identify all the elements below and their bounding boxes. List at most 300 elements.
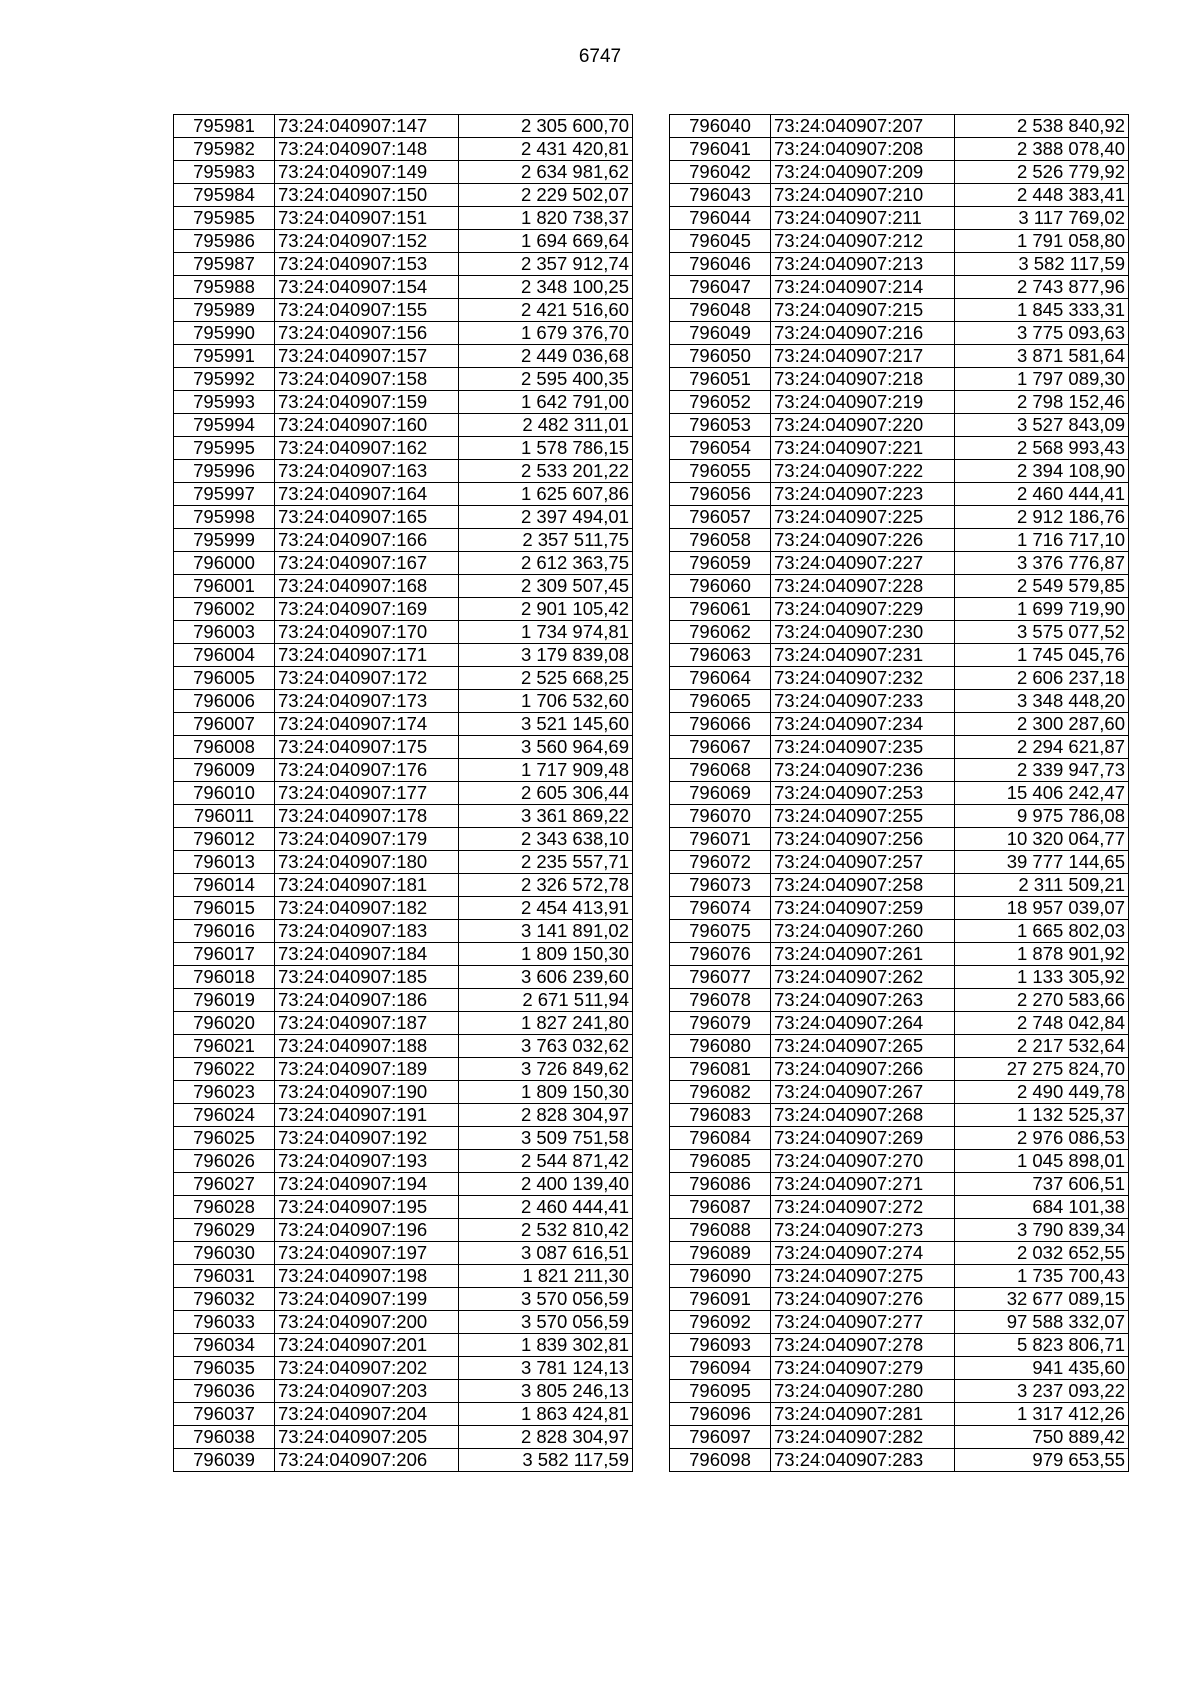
value-cell: 2 828 304,97 bbox=[459, 1426, 633, 1449]
value-cell: 737 606,51 bbox=[955, 1173, 1129, 1196]
row-number-cell: 796000 bbox=[174, 552, 275, 575]
cadastral-number-cell: 73:24:040907:225 bbox=[771, 506, 955, 529]
value-cell: 3 237 093,22 bbox=[955, 1380, 1129, 1403]
row-number-cell: 796061 bbox=[670, 598, 771, 621]
table-row bbox=[670, 1311, 1129, 1334]
row-number-cell: 796079 bbox=[670, 1012, 771, 1035]
table-row bbox=[174, 1127, 633, 1150]
value-cell: 2 217 532,64 bbox=[955, 1035, 1129, 1058]
cadastral-number-cell: 73:24:040907:193 bbox=[275, 1150, 459, 1173]
row-number-cell: 796010 bbox=[174, 782, 275, 805]
table-row bbox=[174, 1081, 633, 1104]
row-number-cell: 796031 bbox=[174, 1265, 275, 1288]
table-row bbox=[670, 391, 1129, 414]
table-row bbox=[174, 1242, 633, 1265]
table-row bbox=[174, 805, 633, 828]
table-row bbox=[670, 1288, 1129, 1311]
cadastral-number-cell: 73:24:040907:171 bbox=[275, 644, 459, 667]
cadastral-number-cell: 73:24:040907:177 bbox=[275, 782, 459, 805]
row-number-cell: 796075 bbox=[670, 920, 771, 943]
row-number-cell: 796098 bbox=[670, 1449, 771, 1472]
table-row bbox=[174, 966, 633, 989]
value-cell: 2 976 086,53 bbox=[955, 1127, 1129, 1150]
cadastral-number-cell: 73:24:040907:167 bbox=[275, 552, 459, 575]
row-number-cell: 795983 bbox=[174, 161, 275, 184]
table-row bbox=[670, 598, 1129, 621]
value-cell: 3 361 869,22 bbox=[459, 805, 633, 828]
cadastral-number-cell: 73:24:040907:213 bbox=[771, 253, 955, 276]
table-row bbox=[174, 736, 633, 759]
table-row bbox=[670, 736, 1129, 759]
row-number-cell: 796083 bbox=[670, 1104, 771, 1127]
table-row bbox=[174, 943, 633, 966]
value-cell: 3 790 839,34 bbox=[955, 1219, 1129, 1242]
table-row bbox=[174, 690, 633, 713]
cadastral-number-cell: 73:24:040907:191 bbox=[275, 1104, 459, 1127]
table-row bbox=[670, 920, 1129, 943]
value-cell: 2 532 810,42 bbox=[459, 1219, 633, 1242]
value-cell: 1 821 211,30 bbox=[459, 1265, 633, 1288]
cadastral-number-cell: 73:24:040907:164 bbox=[275, 483, 459, 506]
table-row bbox=[670, 989, 1129, 1012]
cadastral-number-cell: 73:24:040907:202 bbox=[275, 1357, 459, 1380]
value-cell: 2 671 511,94 bbox=[459, 989, 633, 1012]
cadastral-number-cell: 73:24:040907:272 bbox=[771, 1196, 955, 1219]
cadastral-number-cell: 73:24:040907:222 bbox=[771, 460, 955, 483]
table-row bbox=[174, 897, 633, 920]
cadastral-number-cell: 73:24:040907:152 bbox=[275, 230, 459, 253]
row-number-cell: 796018 bbox=[174, 966, 275, 989]
row-number-cell: 796034 bbox=[174, 1334, 275, 1357]
cadastral-number-cell: 73:24:040907:195 bbox=[275, 1196, 459, 1219]
value-cell: 39 777 144,65 bbox=[955, 851, 1129, 874]
value-cell: 2 538 840,92 bbox=[955, 115, 1129, 138]
value-cell: 2 912 186,76 bbox=[955, 506, 1129, 529]
value-cell: 1 694 669,64 bbox=[459, 230, 633, 253]
row-number-cell: 795991 bbox=[174, 345, 275, 368]
value-cell: 2 490 449,78 bbox=[955, 1081, 1129, 1104]
row-number-cell: 795995 bbox=[174, 437, 275, 460]
value-cell: 2 595 400,35 bbox=[459, 368, 633, 391]
table-row bbox=[174, 138, 633, 161]
table-row bbox=[174, 368, 633, 391]
table-row bbox=[670, 1242, 1129, 1265]
table-row bbox=[174, 713, 633, 736]
row-number-cell: 796095 bbox=[670, 1380, 771, 1403]
cadastral-number-cell: 73:24:040907:257 bbox=[771, 851, 955, 874]
cadastral-number-cell: 73:24:040907:264 bbox=[771, 1012, 955, 1035]
cadastral-number-cell: 73:24:040907:147 bbox=[275, 115, 459, 138]
table-row bbox=[670, 1403, 1129, 1426]
value-cell: 3 582 117,59 bbox=[955, 253, 1129, 276]
cadastral-number-cell: 73:24:040907:188 bbox=[275, 1035, 459, 1058]
cadastral-number-cell: 73:24:040907:159 bbox=[275, 391, 459, 414]
row-number-cell: 796051 bbox=[670, 368, 771, 391]
table-row bbox=[174, 828, 633, 851]
value-cell: 2 388 078,40 bbox=[955, 138, 1129, 161]
value-cell: 2 533 201,22 bbox=[459, 460, 633, 483]
value-cell: 3 570 056,59 bbox=[459, 1311, 633, 1334]
value-cell: 10 320 064,77 bbox=[955, 828, 1129, 851]
row-number-cell: 796062 bbox=[670, 621, 771, 644]
cadastral-number-cell: 73:24:040907:156 bbox=[275, 322, 459, 345]
value-cell: 2 460 444,41 bbox=[955, 483, 1129, 506]
table-row bbox=[670, 1104, 1129, 1127]
row-number-cell: 796011 bbox=[174, 805, 275, 828]
cadastral-number-cell: 73:24:040907:221 bbox=[771, 437, 955, 460]
value-cell: 2 357 912,74 bbox=[459, 253, 633, 276]
table-row bbox=[174, 1219, 633, 1242]
cadastral-number-cell: 73:24:040907:219 bbox=[771, 391, 955, 414]
value-cell: 2 634 981,62 bbox=[459, 161, 633, 184]
row-number-cell: 796077 bbox=[670, 966, 771, 989]
table-row bbox=[670, 1058, 1129, 1081]
cadastral-number-cell: 73:24:040907:210 bbox=[771, 184, 955, 207]
value-cell: 2 449 036,68 bbox=[459, 345, 633, 368]
value-cell: 2 568 993,43 bbox=[955, 437, 1129, 460]
table-row bbox=[174, 1334, 633, 1357]
value-cell: 2 309 507,45 bbox=[459, 575, 633, 598]
table-row bbox=[670, 1357, 1129, 1380]
table-row bbox=[670, 690, 1129, 713]
table-row bbox=[174, 1035, 633, 1058]
row-number-cell: 796042 bbox=[670, 161, 771, 184]
value-cell: 1 133 305,92 bbox=[955, 966, 1129, 989]
table-row bbox=[174, 460, 633, 483]
value-cell: 3 117 769,02 bbox=[955, 207, 1129, 230]
cadastral-number-cell: 73:24:040907:253 bbox=[771, 782, 955, 805]
value-cell: 1 809 150,30 bbox=[459, 943, 633, 966]
table-row bbox=[174, 207, 633, 230]
value-cell: 3 376 776,87 bbox=[955, 552, 1129, 575]
cadastral-number-cell: 73:24:040907:197 bbox=[275, 1242, 459, 1265]
table-row bbox=[174, 1150, 633, 1173]
value-cell: 3 726 849,62 bbox=[459, 1058, 633, 1081]
table-row bbox=[174, 414, 633, 437]
value-cell: 1 845 333,31 bbox=[955, 299, 1129, 322]
value-cell: 941 435,60 bbox=[955, 1357, 1129, 1380]
row-number-cell: 796060 bbox=[670, 575, 771, 598]
table-row bbox=[670, 161, 1129, 184]
row-number-cell: 796055 bbox=[670, 460, 771, 483]
table-row bbox=[174, 1265, 633, 1288]
table-row bbox=[174, 437, 633, 460]
row-number-cell: 796092 bbox=[670, 1311, 771, 1334]
table-row bbox=[174, 667, 633, 690]
cadastral-number-cell: 73:24:040907:218 bbox=[771, 368, 955, 391]
cadastral-number-cell: 73:24:040907:169 bbox=[275, 598, 459, 621]
table-row bbox=[670, 782, 1129, 805]
value-cell: 3 560 964,69 bbox=[459, 736, 633, 759]
value-cell: 2 612 363,75 bbox=[459, 552, 633, 575]
row-number-cell: 796065 bbox=[670, 690, 771, 713]
row-number-cell: 796021 bbox=[174, 1035, 275, 1058]
row-number-cell: 796088 bbox=[670, 1219, 771, 1242]
value-cell: 2 300 287,60 bbox=[955, 713, 1129, 736]
table-row bbox=[670, 828, 1129, 851]
cadastral-number-cell: 73:24:040907:151 bbox=[275, 207, 459, 230]
row-number-cell: 796005 bbox=[174, 667, 275, 690]
row-number-cell: 796017 bbox=[174, 943, 275, 966]
cadastral-number-cell: 73:24:040907:258 bbox=[771, 874, 955, 897]
row-number-cell: 796024 bbox=[174, 1104, 275, 1127]
table-row bbox=[670, 184, 1129, 207]
value-cell: 18 957 039,07 bbox=[955, 897, 1129, 920]
value-cell: 1 625 607,86 bbox=[459, 483, 633, 506]
value-cell: 2 605 306,44 bbox=[459, 782, 633, 805]
table-row bbox=[174, 1311, 633, 1334]
table-row bbox=[174, 253, 633, 276]
cadastral-number-cell: 73:24:040907:265 bbox=[771, 1035, 955, 1058]
table-row bbox=[670, 1380, 1129, 1403]
registry-table-right-body bbox=[670, 115, 1129, 1472]
value-cell: 1 699 719,90 bbox=[955, 598, 1129, 621]
table-row bbox=[174, 1403, 633, 1426]
value-cell: 3 763 032,62 bbox=[459, 1035, 633, 1058]
row-number-cell: 796066 bbox=[670, 713, 771, 736]
cadastral-number-cell: 73:24:040907:199 bbox=[275, 1288, 459, 1311]
row-number-cell: 796094 bbox=[670, 1357, 771, 1380]
table-row bbox=[670, 943, 1129, 966]
row-number-cell: 796050 bbox=[670, 345, 771, 368]
row-number-cell: 796096 bbox=[670, 1403, 771, 1426]
value-cell: 979 653,55 bbox=[955, 1449, 1129, 1472]
row-number-cell: 796027 bbox=[174, 1173, 275, 1196]
value-cell: 1 642 791,00 bbox=[459, 391, 633, 414]
cadastral-number-cell: 73:24:040907:174 bbox=[275, 713, 459, 736]
row-number-cell: 796007 bbox=[174, 713, 275, 736]
value-cell: 2 397 494,01 bbox=[459, 506, 633, 529]
cadastral-number-cell: 73:24:040907:166 bbox=[275, 529, 459, 552]
cadastral-number-cell: 73:24:040907:220 bbox=[771, 414, 955, 437]
cadastral-number-cell: 73:24:040907:165 bbox=[275, 506, 459, 529]
cadastral-number-cell: 73:24:040907:153 bbox=[275, 253, 459, 276]
value-cell: 1 735 700,43 bbox=[955, 1265, 1129, 1288]
row-number-cell: 795989 bbox=[174, 299, 275, 322]
row-number-cell: 796003 bbox=[174, 621, 275, 644]
cadastral-number-cell: 73:24:040907:198 bbox=[275, 1265, 459, 1288]
cadastral-number-cell: 73:24:040907:266 bbox=[771, 1058, 955, 1081]
row-number-cell: 796058 bbox=[670, 529, 771, 552]
table-row bbox=[174, 874, 633, 897]
cadastral-number-cell: 73:24:040907:217 bbox=[771, 345, 955, 368]
row-number-cell: 796073 bbox=[670, 874, 771, 897]
row-number-cell: 796008 bbox=[174, 736, 275, 759]
cadastral-number-cell: 73:24:040907:181 bbox=[275, 874, 459, 897]
row-number-cell: 796049 bbox=[670, 322, 771, 345]
row-number-cell: 796033 bbox=[174, 1311, 275, 1334]
cadastral-number-cell: 73:24:040907:232 bbox=[771, 667, 955, 690]
row-number-cell: 796074 bbox=[670, 897, 771, 920]
value-cell: 2 526 779,92 bbox=[955, 161, 1129, 184]
row-number-cell: 796057 bbox=[670, 506, 771, 529]
table-row bbox=[174, 322, 633, 345]
row-number-cell: 796067 bbox=[670, 736, 771, 759]
cadastral-number-cell: 73:24:040907:223 bbox=[771, 483, 955, 506]
cadastral-number-cell: 73:24:040907:180 bbox=[275, 851, 459, 874]
registry-table-left-body bbox=[174, 115, 633, 1472]
value-cell: 27 275 824,70 bbox=[955, 1058, 1129, 1081]
value-cell: 9 975 786,08 bbox=[955, 805, 1129, 828]
cadastral-number-cell: 73:24:040907:160 bbox=[275, 414, 459, 437]
table-row bbox=[670, 483, 1129, 506]
row-number-cell: 796072 bbox=[670, 851, 771, 874]
cadastral-number-cell: 73:24:040907:157 bbox=[275, 345, 459, 368]
row-number-cell: 795999 bbox=[174, 529, 275, 552]
value-cell: 1 797 089,30 bbox=[955, 368, 1129, 391]
value-cell: 2 454 413,91 bbox=[459, 897, 633, 920]
value-cell: 32 677 089,15 bbox=[955, 1288, 1129, 1311]
cadastral-number-cell: 73:24:040907:150 bbox=[275, 184, 459, 207]
value-cell: 1 578 786,15 bbox=[459, 437, 633, 460]
cadastral-number-cell: 73:24:040907:208 bbox=[771, 138, 955, 161]
table-row bbox=[174, 552, 633, 575]
value-cell: 2 235 557,71 bbox=[459, 851, 633, 874]
value-cell: 2 357 511,75 bbox=[459, 529, 633, 552]
row-number-cell: 795982 bbox=[174, 138, 275, 161]
cadastral-number-cell: 73:24:040907:267 bbox=[771, 1081, 955, 1104]
row-number-cell: 796089 bbox=[670, 1242, 771, 1265]
registry-table-right bbox=[669, 114, 1129, 1472]
cadastral-number-cell: 73:24:040907:176 bbox=[275, 759, 459, 782]
table-row bbox=[670, 207, 1129, 230]
value-cell: 2 326 572,78 bbox=[459, 874, 633, 897]
value-cell: 1 665 802,03 bbox=[955, 920, 1129, 943]
row-number-cell: 796053 bbox=[670, 414, 771, 437]
table-row bbox=[670, 1265, 1129, 1288]
cadastral-number-cell: 73:24:040907:154 bbox=[275, 276, 459, 299]
cadastral-number-cell: 73:24:040907:182 bbox=[275, 897, 459, 920]
table-row bbox=[174, 276, 633, 299]
row-number-cell: 796070 bbox=[670, 805, 771, 828]
table-row bbox=[174, 989, 633, 1012]
value-cell: 3 141 891,02 bbox=[459, 920, 633, 943]
cadastral-number-cell: 73:24:040907:201 bbox=[275, 1334, 459, 1357]
value-cell: 3 521 145,60 bbox=[459, 713, 633, 736]
row-number-cell: 796001 bbox=[174, 575, 275, 598]
row-number-cell: 795981 bbox=[174, 115, 275, 138]
value-cell: 1 717 909,48 bbox=[459, 759, 633, 782]
cadastral-number-cell: 73:24:040907:163 bbox=[275, 460, 459, 483]
value-cell: 2 549 579,85 bbox=[955, 575, 1129, 598]
cadastral-number-cell: 73:24:040907:260 bbox=[771, 920, 955, 943]
row-number-cell: 796093 bbox=[670, 1334, 771, 1357]
cadastral-number-cell: 73:24:040907:190 bbox=[275, 1081, 459, 1104]
table-row bbox=[670, 575, 1129, 598]
cadastral-number-cell: 73:24:040907:185 bbox=[275, 966, 459, 989]
row-number-cell: 796002 bbox=[174, 598, 275, 621]
value-cell: 2 448 383,41 bbox=[955, 184, 1129, 207]
cadastral-number-cell: 73:24:040907:256 bbox=[771, 828, 955, 851]
cadastral-number-cell: 73:24:040907:271 bbox=[771, 1173, 955, 1196]
value-cell: 3 509 751,58 bbox=[459, 1127, 633, 1150]
row-number-cell: 796013 bbox=[174, 851, 275, 874]
table-row bbox=[174, 1173, 633, 1196]
cadastral-number-cell: 73:24:040907:179 bbox=[275, 828, 459, 851]
row-number-cell: 795996 bbox=[174, 460, 275, 483]
table-row bbox=[670, 253, 1129, 276]
row-number-cell: 796045 bbox=[670, 230, 771, 253]
table-row bbox=[670, 897, 1129, 920]
row-number-cell: 796035 bbox=[174, 1357, 275, 1380]
cadastral-number-cell: 73:24:040907:189 bbox=[275, 1058, 459, 1081]
table-row bbox=[670, 966, 1129, 989]
row-number-cell: 796056 bbox=[670, 483, 771, 506]
row-number-cell: 796037 bbox=[174, 1403, 275, 1426]
row-number-cell: 796064 bbox=[670, 667, 771, 690]
value-cell: 1 716 717,10 bbox=[955, 529, 1129, 552]
table-row bbox=[174, 230, 633, 253]
table-row bbox=[670, 138, 1129, 161]
value-cell: 2 606 237,18 bbox=[955, 667, 1129, 690]
table-row bbox=[174, 391, 633, 414]
table-row bbox=[174, 759, 633, 782]
value-cell: 3 871 581,64 bbox=[955, 345, 1129, 368]
row-number-cell: 796015 bbox=[174, 897, 275, 920]
value-cell: 2 339 947,73 bbox=[955, 759, 1129, 782]
row-number-cell: 796046 bbox=[670, 253, 771, 276]
cadastral-number-cell: 73:24:040907:227 bbox=[771, 552, 955, 575]
cadastral-number-cell: 73:24:040907:196 bbox=[275, 1219, 459, 1242]
cadastral-number-cell: 73:24:040907:283 bbox=[771, 1449, 955, 1472]
table-row bbox=[174, 184, 633, 207]
cadastral-number-cell: 73:24:040907:270 bbox=[771, 1150, 955, 1173]
cadastral-number-cell: 73:24:040907:234 bbox=[771, 713, 955, 736]
row-number-cell: 796090 bbox=[670, 1265, 771, 1288]
value-cell: 97 588 332,07 bbox=[955, 1311, 1129, 1334]
cadastral-number-cell: 73:24:040907:273 bbox=[771, 1219, 955, 1242]
value-cell: 1 679 376,70 bbox=[459, 322, 633, 345]
row-number-cell: 796097 bbox=[670, 1426, 771, 1449]
value-cell: 2 828 304,97 bbox=[459, 1104, 633, 1127]
row-number-cell: 796048 bbox=[670, 299, 771, 322]
table-row bbox=[670, 529, 1129, 552]
value-cell: 3 775 093,63 bbox=[955, 322, 1129, 345]
cadastral-number-cell: 73:24:040907:206 bbox=[275, 1449, 459, 1472]
cadastral-number-cell: 73:24:040907:173 bbox=[275, 690, 459, 713]
cadastral-number-cell: 73:24:040907:205 bbox=[275, 1426, 459, 1449]
table-row bbox=[670, 621, 1129, 644]
cadastral-number-cell: 73:24:040907:269 bbox=[771, 1127, 955, 1150]
table-row bbox=[174, 161, 633, 184]
cadastral-number-cell: 73:24:040907:226 bbox=[771, 529, 955, 552]
cadastral-number-cell: 73:24:040907:262 bbox=[771, 966, 955, 989]
row-number-cell: 796063 bbox=[670, 644, 771, 667]
value-cell: 2 525 668,25 bbox=[459, 667, 633, 690]
table-row bbox=[670, 506, 1129, 529]
value-cell: 2 544 871,42 bbox=[459, 1150, 633, 1173]
cadastral-number-cell: 73:24:040907:200 bbox=[275, 1311, 459, 1334]
table-row bbox=[670, 276, 1129, 299]
cadastral-number-cell: 73:24:040907:148 bbox=[275, 138, 459, 161]
cadastral-number-cell: 73:24:040907:172 bbox=[275, 667, 459, 690]
cadastral-number-cell: 73:24:040907:211 bbox=[771, 207, 955, 230]
table-row bbox=[670, 115, 1129, 138]
row-number-cell: 796039 bbox=[174, 1449, 275, 1472]
row-number-cell: 795998 bbox=[174, 506, 275, 529]
cadastral-number-cell: 73:24:040907:281 bbox=[771, 1403, 955, 1426]
page-number: 6747 bbox=[578, 46, 622, 67]
table-row bbox=[174, 1196, 633, 1219]
table-row bbox=[174, 506, 633, 529]
table-row bbox=[670, 667, 1129, 690]
table-row bbox=[174, 1104, 633, 1127]
row-number-cell: 796043 bbox=[670, 184, 771, 207]
value-cell: 2 311 509,21 bbox=[955, 874, 1129, 897]
cadastral-number-cell: 73:24:040907:275 bbox=[771, 1265, 955, 1288]
cadastral-number-cell: 73:24:040907:233 bbox=[771, 690, 955, 713]
cadastral-number-cell: 73:24:040907:215 bbox=[771, 299, 955, 322]
